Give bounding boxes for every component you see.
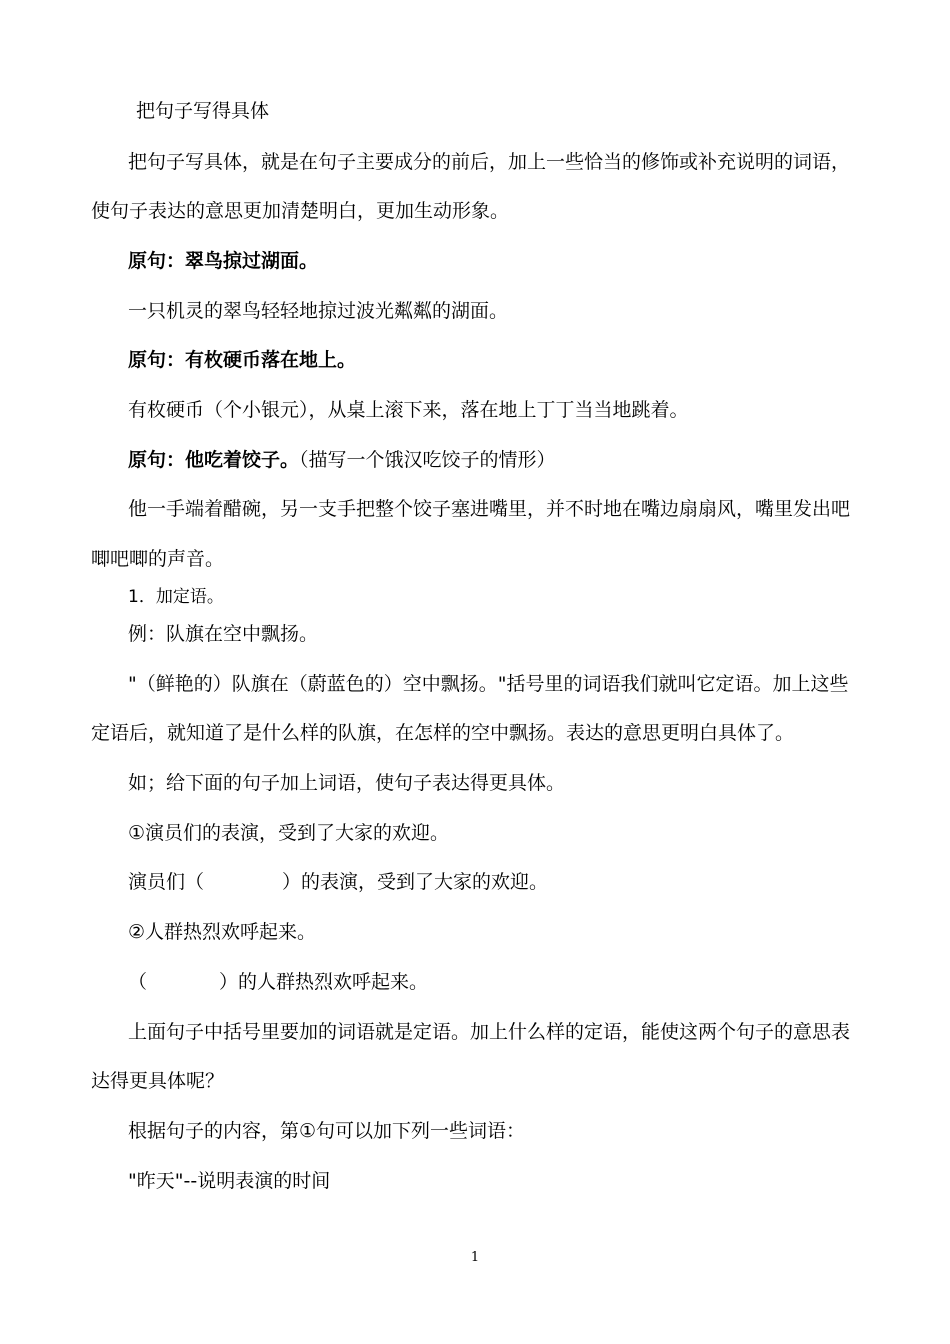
hint-intro: 根据句子的内容，第①句可以加下列一些词语：: [128, 1120, 526, 1142]
document-title: 把句子写得具体: [136, 100, 270, 122]
exercise-2-fill-line: [128, 969, 428, 995]
example-3-original-sentence: 原句：他吃着饺子。: [128, 449, 300, 471]
explanation-line-1: "（鲜艳的）队旗在（蔚蓝色的）空中飘扬。"括号里的词语我们就叫它定语。加上这些: [128, 673, 849, 695]
exercise-2-fill-prefix: （: [128, 971, 148, 993]
page-number: 1: [470, 1250, 480, 1265]
example-2-original-sentence: 原句：有枚硬币落在地上。: [128, 349, 357, 371]
section-1-heading: 1．加定语。: [128, 587, 224, 607]
exercise-1-sentence: ①演员们的表演，受到了大家的欢迎。: [128, 822, 450, 844]
exercise-1-fill-line: [128, 869, 548, 895]
explanation-line-2: 定语后，就知道了是什么样的队旗，在怎样的空中飘扬。表达的意思更明白具体了。: [91, 722, 795, 744]
conclusion-line-1: 上面句子中括号里要加的词语就是定语。加上什么样的定语，能使这两个句子的意思表: [128, 1021, 851, 1043]
section-1-example: 例：队旗在空中飘扬。: [128, 623, 319, 645]
example-1-original-sentence: 原句：翠鸟掠过湖面。: [128, 250, 319, 272]
conclusion-line-2: 达得更具体呢？: [91, 1070, 225, 1092]
hint-item-1: "昨天"--说明表演的时间: [128, 1170, 331, 1192]
example-2-expanded-sentence: 有枚硬币（个小银元），从桌上滚下来，落在地上丁丁当当地跳着。: [128, 399, 689, 421]
exercise-1-fill-suffix: ）的表演，受到了大家的欢迎。: [282, 871, 549, 893]
example-3-expanded-line-2: 唧吧唧的声音。: [91, 548, 225, 570]
exercise-2-sentence: ②人群热烈欢呼起来。: [128, 921, 317, 943]
intro-paragraph-line-1: 把句子写具体，就是在句子主要成分的前后，加上一些恰当的修饰或补充说明的词语，: [128, 151, 851, 173]
example-3-note: （描写一个饿汉吃饺子的情形）: [299, 449, 556, 471]
intro-paragraph-line-2: 使句子表达的意思更加清楚明白，更加生动形象。: [91, 200, 510, 222]
example-3-original-line: [128, 447, 556, 473]
exercise-instruction: 如；给下面的句子加上词语，使句子表达得更具体。: [128, 772, 566, 794]
example-1-expanded-sentence: 一只机灵的翠鸟轻轻地掠过波光粼粼的湖面。: [128, 300, 509, 322]
exercise-1-fill-prefix: 演员们（: [128, 871, 205, 893]
example-3-expanded-line-1: 他一手端着醋碗，另一支手把整个饺子塞进嘴里，并不时地在嘴边扇扇风，嘴里发出吧: [128, 498, 851, 520]
exercise-2-fill-suffix: ）的人群热烈欢呼起来。: [219, 971, 429, 993]
